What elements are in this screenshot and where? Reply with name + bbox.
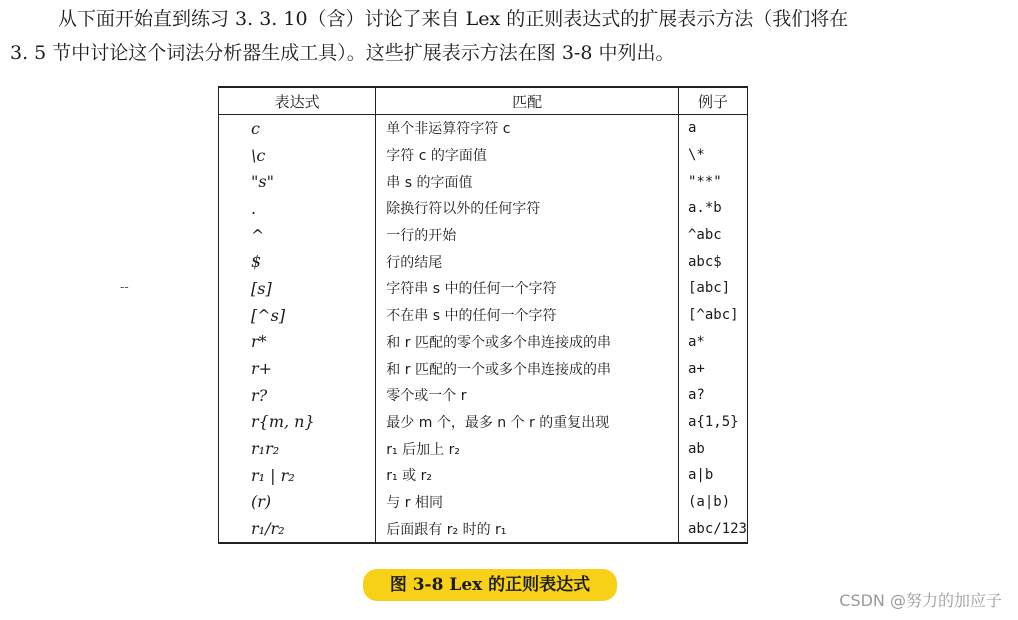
table-row xyxy=(219,168,748,195)
table-row xyxy=(219,115,748,142)
lex-regex-table xyxy=(218,86,748,544)
header-example: 例子 xyxy=(678,87,747,115)
example-cell: ^abc xyxy=(678,222,747,249)
table-row xyxy=(219,355,748,382)
match-cell: 最少 m 个，最多 n 个 r 的重复出现 xyxy=(376,409,679,436)
intro-paragraph xyxy=(10,2,1000,70)
example-cell: abc/123 xyxy=(678,515,747,543)
table-row xyxy=(219,302,748,329)
match-cell: 零个或一个 r xyxy=(376,382,679,409)
expression-cell: r? xyxy=(251,385,268,405)
expression-cell: r₁/r₂ xyxy=(251,519,285,539)
example-cell: [abc] xyxy=(678,275,747,302)
expression-cell: r{m, n} xyxy=(251,412,315,432)
table-row xyxy=(219,275,748,302)
table-row xyxy=(219,382,748,409)
match-cell: 字符 c 的字面值 xyxy=(376,142,679,169)
table-row xyxy=(219,435,748,462)
table-row xyxy=(219,248,748,275)
example-cell: abc$ xyxy=(678,248,747,275)
example-cell: a.*b xyxy=(678,195,747,222)
expression-cell: ^ xyxy=(251,225,265,245)
match-cell: 和 r 匹配的零个或多个串连接成的串 xyxy=(376,329,679,356)
example-cell: "**" xyxy=(678,168,747,195)
match-cell: 单个非运算符字符 c xyxy=(376,115,679,142)
example-cell: (a|b) xyxy=(678,489,747,516)
header-expression: 表达式 xyxy=(219,87,376,115)
example-cell: a{1,5} xyxy=(678,409,747,436)
match-cell: 串 s 的字面值 xyxy=(376,168,679,195)
match-cell: 和 r 匹配的一个或多个串连接成的串 xyxy=(376,355,679,382)
example-cell: a* xyxy=(678,329,747,356)
match-cell: 行的结尾 xyxy=(376,248,679,275)
expression-cell: . xyxy=(251,198,257,218)
table-header-row xyxy=(219,87,748,115)
expression-cell: r₁r₂ xyxy=(251,439,280,459)
intro-line-2: 3. 5 节中讨论这个词法分析器生成工具）。这些扩展表示方法在图 3-8 中列出。 xyxy=(10,42,675,64)
match-cell: 字符串 s 中的任何一个字符 xyxy=(376,275,679,302)
expression-cell: \c xyxy=(251,145,266,165)
header-match: 匹配 xyxy=(376,87,679,115)
table-row xyxy=(219,329,748,356)
table-row xyxy=(219,222,748,249)
match-cell: 一行的开始 xyxy=(376,222,679,249)
example-cell: a xyxy=(678,115,747,142)
match-cell: 不在串 s 中的任何一个字符 xyxy=(376,302,679,329)
intro-line-1: 从下面开始直到练习 3. 3. 10（含）讨论了来自 Lex 的正则表达式的扩展表示方法（我们将在 xyxy=(58,8,849,30)
margin-mark: -- xyxy=(120,280,129,294)
csdn-watermark: CSDN @努力的加应子 xyxy=(839,591,1002,610)
expression-cell: c xyxy=(251,118,260,138)
example-cell: a+ xyxy=(678,355,747,382)
match-cell: 与 r 相同 xyxy=(376,489,679,516)
table-row xyxy=(219,142,748,169)
expression-cell: (r) xyxy=(251,492,272,512)
table-row xyxy=(219,515,748,543)
table-row xyxy=(219,489,748,516)
match-cell: 后面跟有 r₂ 时的 r₁ xyxy=(376,515,679,543)
expression-cell: "s" xyxy=(251,172,274,192)
table-row xyxy=(219,462,748,489)
example-cell: \* xyxy=(678,142,747,169)
example-cell: ab xyxy=(678,435,747,462)
example-cell: a|b xyxy=(678,462,747,489)
expression-cell: [^s] xyxy=(251,305,286,325)
match-cell: r₁ 后加上 r₂ xyxy=(376,435,679,462)
expression-cell: $ xyxy=(251,252,262,272)
match-cell: 除换行符以外的任何字符 xyxy=(376,195,679,222)
match-cell: r₁ 或 r₂ xyxy=(376,462,679,489)
example-cell: a? xyxy=(678,382,747,409)
expression-cell: r* xyxy=(251,332,267,352)
table-row xyxy=(219,409,748,436)
table-row xyxy=(219,195,748,222)
expression-cell: r+ xyxy=(251,359,273,379)
expression-cell: [s] xyxy=(251,278,272,298)
expression-cell: r₁ | r₂ xyxy=(251,465,295,485)
figure-caption: 图 3-8 Lex 的正则表达式 xyxy=(363,569,617,601)
example-cell: [^abc] xyxy=(678,302,747,329)
